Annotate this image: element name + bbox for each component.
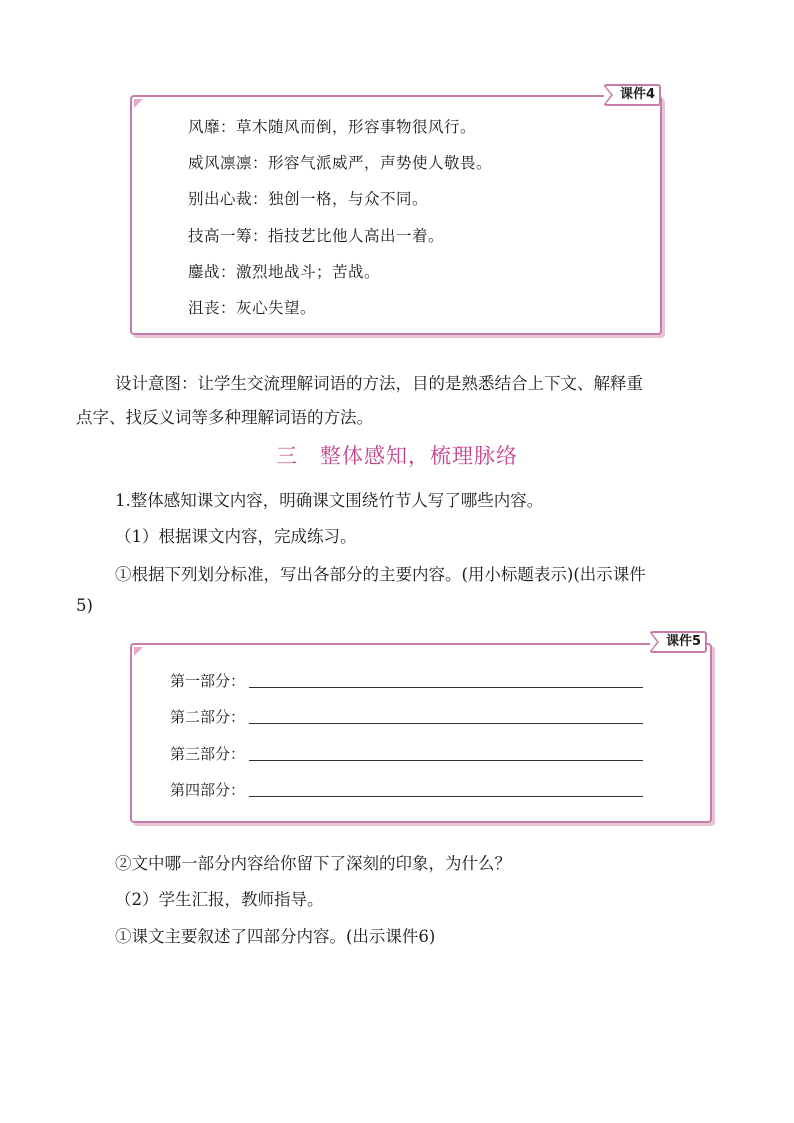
sub-item-2: （2）学生汇报，教师指导。 (115, 890, 324, 909)
corner-decoration (134, 99, 143, 108)
courseware-4-tag: 课件4 (604, 84, 661, 106)
design-intent-line-1: 设计意图：让学生交流理解词语的方法，目的是熟悉结合上下文、解释重 (115, 374, 643, 393)
vocab-line: 别出心裁：独创一格，与众不同。 (188, 190, 429, 208)
answer-line (249, 759, 643, 761)
vocab-line: 技高一筹：指技艺比他人高出一着。 (188, 227, 445, 245)
question-1-line-1: ①根据下列划分标准，写出各部分的主要内容。(用小标题表示)(出示课件 (115, 565, 646, 584)
part-row (170, 743, 643, 764)
part-label: 第三部分： (170, 745, 246, 763)
item-1: 1.整体感知课文内容，明确课文围绕竹节人写了哪些内容。 (115, 491, 544, 510)
design-intent-line-2: 点字、找反义词等多种理解词语的方法。 (76, 408, 373, 427)
answer-line (249, 795, 643, 797)
part-row (170, 670, 643, 691)
part-label: 第四部分： (170, 781, 246, 799)
answer-1: ①课文主要叙述了四部分内容。(出示课件6) (115, 927, 436, 946)
part-label: 第一部分： (170, 672, 246, 690)
corner-decoration (134, 647, 143, 656)
part-label: 第二部分： (170, 708, 246, 726)
part-row (170, 706, 643, 727)
vocab-line: 威风凛凛：形容气派威严，声势使人敬畏。 (188, 154, 493, 172)
section-heading: 三 整体感知，梳理脉络 (276, 444, 518, 468)
question-1-line-2: 5) (76, 596, 93, 615)
answer-line (249, 722, 643, 724)
part-row (170, 779, 643, 800)
vocab-line: 鏖战：激烈地战斗；苦战。 (188, 263, 381, 281)
vocab-line: 风靡：草木随风而倒，形容事物很风行。 (188, 118, 477, 136)
question-2: ②文中哪一部分内容给你留下了深刻的印象，为什么？ (115, 854, 511, 873)
vocab-line: 沮丧：灰心失望。 (188, 299, 317, 317)
sub-item-1: （1）根据课文内容，完成练习。 (115, 527, 357, 546)
answer-line (249, 686, 643, 688)
courseware-5-tag: 课件5 (650, 631, 707, 653)
